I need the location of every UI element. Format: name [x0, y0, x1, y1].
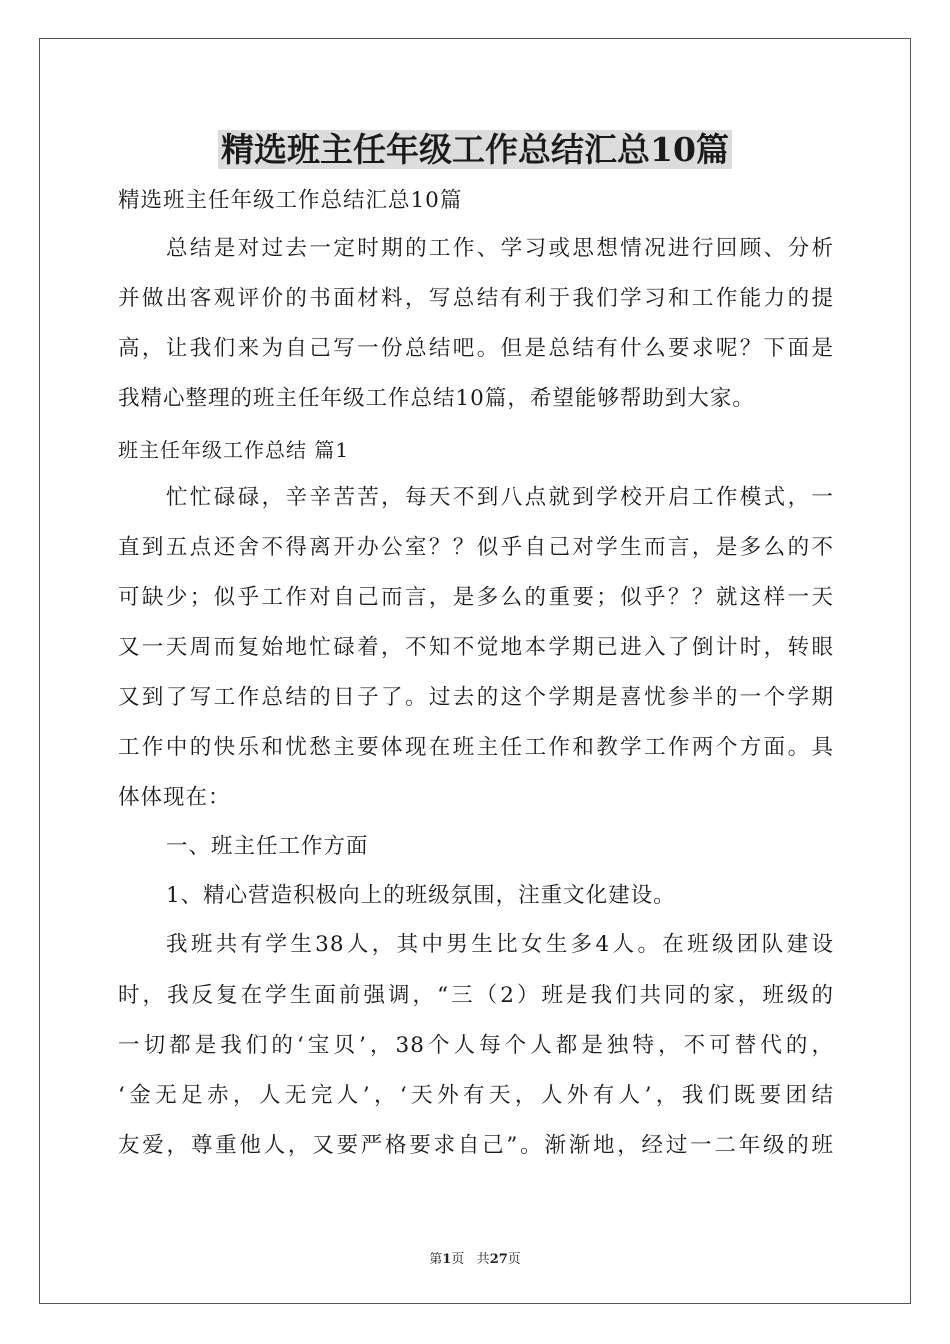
paragraph-line: 忙忙碌碌，辛辛苦苦，每天不到八点就到学校开启工作模式，一	[166, 485, 834, 510]
document-subtitle: 精选班主任年级工作总结汇总10篇	[118, 188, 463, 213]
paragraph-line: 又一天周而复始地忙碌着，不知不觉地本学期已进入了倒计时，转眼	[118, 635, 834, 660]
paragraph-line: 又到了写工作总结的日子了。过去的这个学期是喜忧参半的一个学期	[118, 685, 834, 710]
footer-total-suffix: 页	[507, 1252, 521, 1267]
paragraph-line: 我班共有学生38人，其中男生比女生多4人。在班级团队建设	[166, 932, 834, 957]
footer-page-prefix: 第	[429, 1252, 443, 1267]
intro-line: 我精心整理的班主任年级工作总结10篇，希望能够帮助到大家。	[118, 386, 755, 411]
page-footer	[0, 1248, 950, 1267]
intro-line: 总结是对过去一定时期的工作、学习或思想情况进行回顾、分析	[166, 236, 834, 261]
footer-total-prefix: 共	[476, 1252, 490, 1267]
paragraph-line: 时，我反复在学生面前强调，“三（2）班是我们共同的家，班级的	[118, 983, 834, 1008]
paragraph-line: 友爱，尊重他人，又要严格要求自己”。渐渐地，经过一二年级的班	[118, 1133, 834, 1158]
paragraph-line: 一切都是我们的‘宝贝’，38个人每个人都是独特，不可替代的，	[118, 1033, 834, 1058]
document-title	[0, 126, 950, 174]
page-border	[39, 38, 911, 1304]
intro-line: 并做出客观评价的书面材料，写总结有利于我们学习和工作能力的提	[118, 286, 834, 311]
document-title-text: 精选班主任年级工作总结汇总10篇	[218, 130, 732, 169]
subsection-heading: 1、精心营造积极向上的班级氛围，注重文化建设。	[166, 883, 676, 908]
paragraph-line: ‘金无足赤，人无完人’，‘天外有天，人外有人’，我们既要团结	[118, 1083, 834, 1108]
footer-total-number: 27	[489, 1252, 508, 1267]
paragraph-line: 工作中的快乐和忧愁主要体现在班主任工作和教学工作两个方面。具	[118, 735, 834, 760]
paragraph-line: 可缺少；似乎工作对自己而言，是多么的重要；似乎？？就这样一天	[118, 585, 834, 610]
footer-page-number: 1	[442, 1252, 452, 1267]
section-heading: 班主任年级工作总结 篇1	[118, 438, 350, 462]
subsection-heading: 一、班主任工作方面	[166, 834, 369, 859]
intro-line: 高，让我们来为自己写一份总结吧。但是总结有什么要求呢？下面是	[118, 336, 834, 361]
footer-page-suffix: 页	[451, 1252, 465, 1267]
paragraph-line: 直到五点还舍不得离开办公室？？似乎自己对学生而言，是多么的不	[118, 535, 834, 560]
paragraph-line: 体体现在：	[118, 785, 231, 810]
